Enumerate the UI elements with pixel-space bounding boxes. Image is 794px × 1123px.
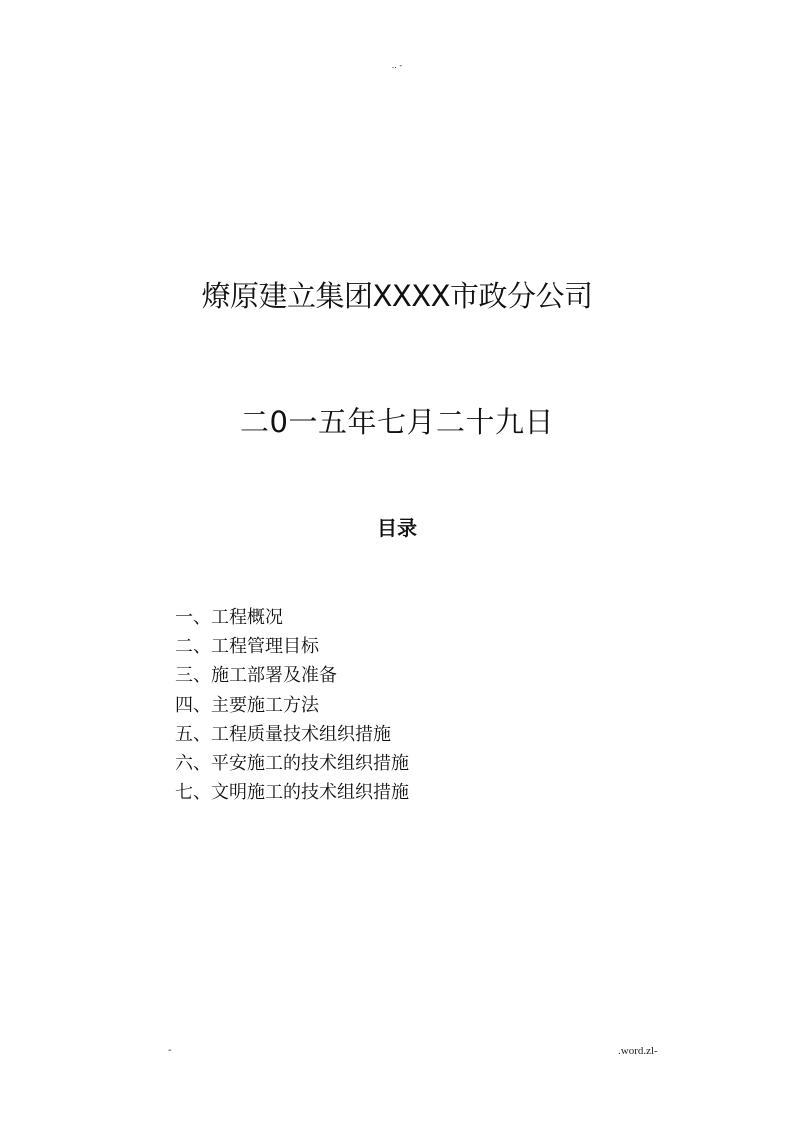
toc-item: 二、工程管理目标	[175, 636, 319, 658]
footer-left-mark: -	[168, 1045, 172, 1056]
company-name: 燎原建立集团XXXX市政分公司	[201, 279, 593, 313]
toc-item: 四、主要施工方法	[175, 694, 319, 716]
table-of-contents	[175, 603, 409, 807]
toc-item: 三、施工部署及准备	[175, 665, 337, 687]
document-date: 二0一五年七月二十九日	[240, 405, 554, 439]
toc-item: 一、工程概况	[175, 607, 283, 628]
page-header-mark: .. -	[391, 61, 403, 70]
footer-watermark-text: .word.zl-	[618, 1045, 658, 1057]
toc-title: 目录	[377, 516, 417, 540]
toc-item: 五、工程质量技术组织措施	[175, 723, 391, 745]
toc-item: 七、文明施工的技术组织措施	[175, 782, 409, 804]
toc-item: 六、平安施工的技术组织措施	[175, 752, 409, 774]
